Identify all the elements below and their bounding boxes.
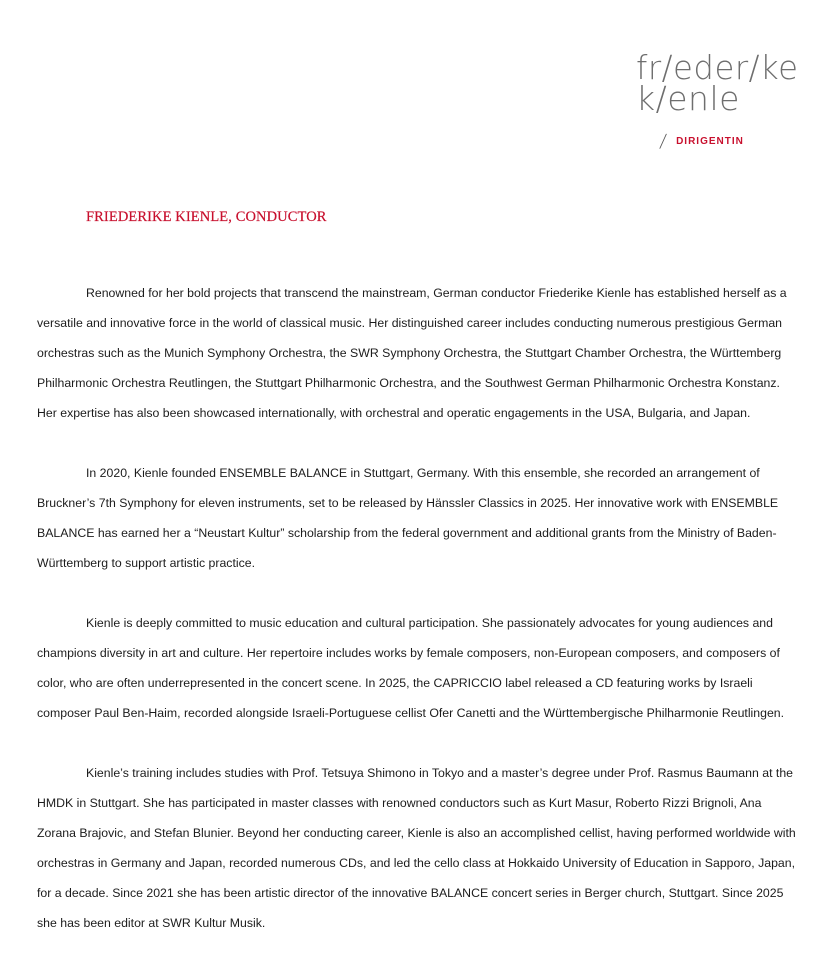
logo-slash-icon: /: [658, 131, 668, 152]
paragraph-career: Renowned for her bold projects that transcend the mainstream, German conductor Friederike Kienle has established herself as a versatile and innovative force in the world of classical music. Her distinguished career includes conducting numerous prestigious German orchestras such as the Munich Symphony Orchestra, the SWR Symphony Orchestra, the Stuttgart Chamber Orchestra, the Württemberg Philharmonic Orchestra Reutlingen, the Stuttgart Philharmonic Orchestra, and the Southwest German Philharmonic Orchestra Konstanz. Her expertise has also been showcased internationally, with orchestral and operatic engagements in the USA, Bulgaria, and Japan.: [37, 286, 787, 420]
paragraph-training: Kienle’s training includes studies with Prof. Tetsuya Shimono in Tokyo and a master’s degree under Prof. Rasmus Baumann at the HMDK in Stuttgart. She has participated in master classes with renowned conductors such as Kurt Masur, Roberto Rizzi Brignoli, Ana Zorana Brajovic, and Stefan Blunier. Beyond her conducting career, Kienle is also an accomplished cellist, having performed worldwide with orchestras in Germany and Japan, recorded numerous CDs, and led the cello class at Hokkaido University of Education in Sapporo, Japan, for a decade. Since 2021 she has been artistic director of the innovative BALANCE concert series in Berger church, Stuttgart. Since 2025 she has been editor at SWR Kultur Musik.: [37, 766, 796, 930]
logo-wordmark-last-name: k/enle: [636, 79, 740, 118]
logo: [636, 48, 816, 118]
biography-body: [37, 278, 799, 968]
paragraph-education-diversity: Kienle is deeply committed to music education and cultural participation. She passionately advocates for young audiences and champions diversity in art and culture. Her repertoire includes works by female composers, non-European composers, and composers of color, who are often underrepresented in the concert scene. In 2025, the CAPRICCIO label released a CD featuring works by Israeli composer Paul Ben-Haim, recorded alongside Israeli-Portuguese cellist Ofer Canetti and the Württembergische Philharmonie Reutlingen.: [37, 616, 785, 720]
page-title: FRIEDERIKE KIENLE, CONDUCTOR: [86, 209, 327, 225]
logo-role-label: DIRIGENTIN: [676, 136, 744, 147]
logo-wordmark-first-name: fr/eder/ke: [636, 48, 799, 87]
logo-subtitle: [660, 131, 744, 152]
paragraph-ensemble-balance: In 2020, Kienle founded ENSEMBLE BALANCE in Stuttgart, Germany. With this ensemble, she recorded an arrangement of Bruckner’s 7th Symphony for eleven instruments, set to be released by Hänssler Classics in 2025. Her innovative work with ENSEMBLE BALANCE has earned her a “Neustart Kultur” scholarship from the federal government and additional grants from the Ministry of Baden-Württemberg to support artistic practice.: [37, 466, 779, 570]
